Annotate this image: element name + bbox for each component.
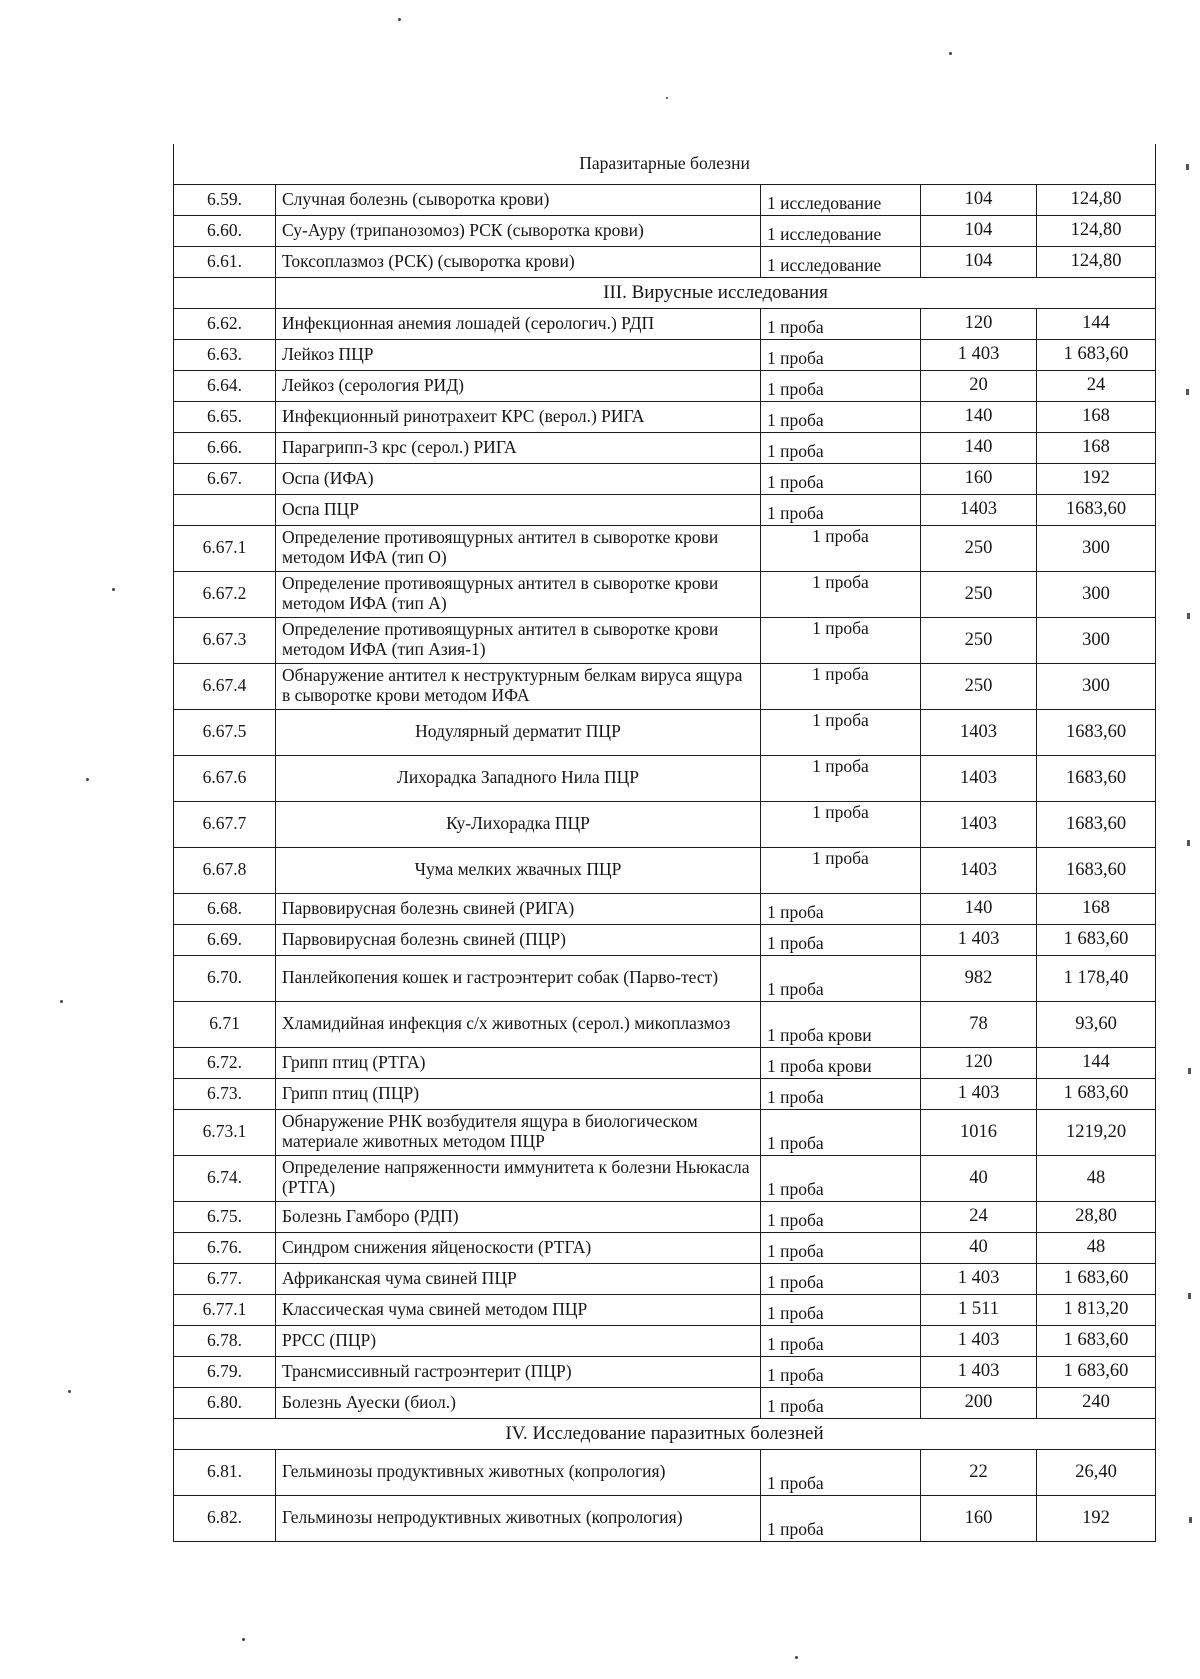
row-number: 6.75. <box>174 1201 276 1232</box>
table-row <box>174 1078 1156 1109</box>
row-number: 6.72. <box>174 1047 276 1078</box>
edge-mark <box>1188 1068 1191 1074</box>
price-with-vat: 300 <box>1037 525 1156 571</box>
price-without-vat: 104 <box>921 215 1037 246</box>
scan-speck <box>949 52 952 55</box>
unit-of-measure: 1 проба <box>761 370 921 401</box>
table-row <box>174 801 1156 847</box>
row-number: 6.68. <box>174 893 276 924</box>
price-with-vat: 240 <box>1037 1387 1156 1418</box>
service-name: Определение противоящурных антител в сыворотке крови методом ИФА (тип А) <box>276 571 761 617</box>
table-row <box>174 1201 1156 1232</box>
table-row <box>174 1155 1156 1201</box>
table-row <box>174 308 1156 339</box>
unit-of-measure: 1 проба <box>761 893 921 924</box>
unit-of-measure: 1 проба <box>761 955 921 1001</box>
price-with-vat: 1683,60 <box>1037 801 1156 847</box>
section-number-cell <box>174 277 276 308</box>
table-row <box>174 1387 1156 1418</box>
table-row <box>174 571 1156 617</box>
price-with-vat: 1 683,60 <box>1037 1078 1156 1109</box>
section-title-viral: III. Вирусные исследования <box>276 277 1156 308</box>
table-row <box>174 1001 1156 1047</box>
table-row <box>174 1449 1156 1495</box>
section-title-parasitic: Паразитарные болезни <box>174 144 1156 184</box>
price-without-vat: 40 <box>921 1232 1037 1263</box>
row-number: 6.66. <box>174 432 276 463</box>
price-table-body <box>174 1449 1156 1541</box>
row-number: 6.77. <box>174 1263 276 1294</box>
price-without-vat: 1 403 <box>921 1263 1037 1294</box>
price-with-vat: 124,80 <box>1037 246 1156 277</box>
section-header-row <box>174 1418 1156 1449</box>
price-with-vat: 144 <box>1037 308 1156 339</box>
edge-mark <box>1187 840 1190 846</box>
table-row <box>174 663 1156 709</box>
price-table-body <box>174 144 1156 277</box>
unit-of-measure: 1 проба <box>761 1109 921 1155</box>
service-name: Определение противоящурных антител в сыворотке крови методом ИФА (тип Азия-1) <box>276 617 761 663</box>
price-with-vat: 124,80 <box>1037 215 1156 246</box>
price-without-vat: 1 403 <box>921 1356 1037 1387</box>
scan-speck <box>666 97 668 99</box>
service-name: Трансмиссивный гастроэнтерит (ПЦР) <box>276 1356 761 1387</box>
service-name: Нодулярный дерматит ПЦР <box>276 709 761 755</box>
service-name: Гельминозы непродуктивных животных (копрология) <box>276 1495 761 1541</box>
unit-of-measure: 1 проба <box>761 1263 921 1294</box>
service-name: Токсоплазмоз (РСК) (сыворотка крови) <box>276 246 761 277</box>
unit-of-measure: 1 проба <box>761 494 921 525</box>
price-without-vat: 200 <box>921 1387 1037 1418</box>
price-without-vat: 1403 <box>921 709 1037 755</box>
price-with-vat: 192 <box>1037 1495 1156 1541</box>
service-name: Лейкоз ПЦР <box>276 339 761 370</box>
table-row <box>174 709 1156 755</box>
service-name: Оспа (ИФА) <box>276 463 761 494</box>
unit-of-measure: 1 проба крови <box>761 1047 921 1078</box>
row-number: 6.70. <box>174 955 276 1001</box>
unit-of-measure: 1 проба <box>761 1325 921 1356</box>
unit-of-measure: 1 проба <box>761 571 921 617</box>
row-number: 6.67.3 <box>174 617 276 663</box>
service-name: Случная болезнь (сыворотка крови) <box>276 184 761 215</box>
scan-speck <box>86 778 89 781</box>
price-with-vat: 26,40 <box>1037 1449 1156 1495</box>
row-number: 6.73. <box>174 1078 276 1109</box>
price-with-vat: 1 683,60 <box>1037 1325 1156 1356</box>
price-without-vat: 40 <box>921 1155 1037 1201</box>
row-number: 6.71 <box>174 1001 276 1047</box>
table-row <box>174 955 1156 1001</box>
row-number: 6.82. <box>174 1495 276 1541</box>
price-without-vat: 160 <box>921 1495 1037 1541</box>
table-row <box>174 463 1156 494</box>
service-name: Определение напряженности иммунитета к болезни Ньюкасла (РТГА) <box>276 1155 761 1201</box>
price-without-vat: 1 511 <box>921 1294 1037 1325</box>
price-without-vat: 78 <box>921 1001 1037 1047</box>
price-without-vat: 160 <box>921 463 1037 494</box>
price-with-vat: 1 683,60 <box>1037 1263 1156 1294</box>
service-name: Инфекционная анемия лошадей (серологич.) РДП <box>276 308 761 339</box>
service-name: Парагрипп-3 крс (серол.) РИГА <box>276 432 761 463</box>
service-name: Определение противоящурных антител в сыворотке крови методом ИФА (тип О) <box>276 525 761 571</box>
scan-speck <box>68 1390 71 1393</box>
row-number: 6.63. <box>174 339 276 370</box>
price-without-vat: 1 403 <box>921 1325 1037 1356</box>
unit-of-measure: 1 проба <box>761 1495 921 1541</box>
edge-mark <box>1186 164 1189 170</box>
service-name: Грипп птиц (ПЦР) <box>276 1078 761 1109</box>
table-row <box>174 847 1156 893</box>
price-table-body <box>174 308 1156 1418</box>
table-row <box>174 370 1156 401</box>
service-name: Ку-Лихорадка ПЦР <box>276 801 761 847</box>
price-with-vat: 1 683,60 <box>1037 924 1156 955</box>
table-row <box>174 401 1156 432</box>
unit-of-measure: 1 исследование <box>761 246 921 277</box>
row-number: 6.67.4 <box>174 663 276 709</box>
table-row <box>174 755 1156 801</box>
section-header-row <box>174 144 1156 184</box>
service-name: Лейкоз (серология РИД) <box>276 370 761 401</box>
unit-of-measure: 1 исследование <box>761 215 921 246</box>
service-name: Грипп птиц (РТГА) <box>276 1047 761 1078</box>
service-name: Панлейкопения кошек и гастроэнтерит собак (Парво-тест) <box>276 955 761 1001</box>
price-with-vat: 1 683,60 <box>1037 1356 1156 1387</box>
table-row <box>174 494 1156 525</box>
scan-speck <box>112 588 115 591</box>
unit-of-measure: 1 проба <box>761 617 921 663</box>
table-row <box>174 1047 1156 1078</box>
price-without-vat: 250 <box>921 663 1037 709</box>
row-number: 6.74. <box>174 1155 276 1201</box>
service-name: Оспа ПЦР <box>276 494 761 525</box>
row-number: 6.76. <box>174 1232 276 1263</box>
price-with-vat: 1683,60 <box>1037 494 1156 525</box>
unit-of-measure: 1 проба <box>761 1201 921 1232</box>
row-number: 6.79. <box>174 1356 276 1387</box>
service-name: Классическая чума свиней методом ПЦР <box>276 1294 761 1325</box>
unit-of-measure: 1 проба <box>761 1232 921 1263</box>
row-number: 6.60. <box>174 215 276 246</box>
table-row <box>174 1325 1156 1356</box>
price-without-vat: 120 <box>921 1047 1037 1078</box>
scan-speck <box>60 1000 63 1003</box>
price-with-vat: 28,80 <box>1037 1201 1156 1232</box>
unit-of-measure: 1 проба <box>761 308 921 339</box>
price-with-vat: 24 <box>1037 370 1156 401</box>
row-number: 6.64. <box>174 370 276 401</box>
service-name: Синдром снижения яйценоскости (РТГА) <box>276 1232 761 1263</box>
price-with-vat: 1 683,60 <box>1037 339 1156 370</box>
price-without-vat: 1016 <box>921 1109 1037 1155</box>
service-name: Болезнь Ауески (биол.) <box>276 1387 761 1418</box>
row-number: 6.65. <box>174 401 276 432</box>
service-name: Гельминозы продуктивных животных (копрология) <box>276 1449 761 1495</box>
unit-of-measure: 1 проба <box>761 339 921 370</box>
price-without-vat: 250 <box>921 571 1037 617</box>
row-number: 6.67.6 <box>174 755 276 801</box>
price-without-vat: 1403 <box>921 801 1037 847</box>
row-number: 6.81. <box>174 1449 276 1495</box>
unit-of-measure: 1 проба <box>761 1449 921 1495</box>
price-without-vat: 140 <box>921 893 1037 924</box>
price-without-vat: 250 <box>921 617 1037 663</box>
scan-speck <box>398 18 401 21</box>
service-name: Африканская чума свиней ПЦР <box>276 1263 761 1294</box>
row-number: 6.61. <box>174 246 276 277</box>
unit-of-measure: 1 проба <box>761 1294 921 1325</box>
unit-of-measure: 1 проба <box>761 924 921 955</box>
unit-of-measure: 1 проба <box>761 709 921 755</box>
service-name: РРСС (ПЦР) <box>276 1325 761 1356</box>
service-name: Парвовирусная болезнь свиней (РИГА) <box>276 893 761 924</box>
unit-of-measure: 1 проба <box>761 801 921 847</box>
price-without-vat: 1 403 <box>921 339 1037 370</box>
price-without-vat: 20 <box>921 370 1037 401</box>
price-with-vat: 1683,60 <box>1037 755 1156 801</box>
table-row <box>174 924 1156 955</box>
unit-of-measure: 1 проба <box>761 401 921 432</box>
price-without-vat: 22 <box>921 1449 1037 1495</box>
price-with-vat: 300 <box>1037 571 1156 617</box>
table-row <box>174 1495 1156 1541</box>
table-row <box>174 432 1156 463</box>
unit-of-measure: 1 проба <box>761 1155 921 1201</box>
unit-of-measure: 1 проба <box>761 755 921 801</box>
price-without-vat: 1 403 <box>921 924 1037 955</box>
price-without-vat: 1403 <box>921 847 1037 893</box>
price-with-vat: 300 <box>1037 663 1156 709</box>
service-name: Обнаружение РНК возбудителя ящура в биологическом материале животных методом ПЦР <box>276 1109 761 1155</box>
row-number: 6.80. <box>174 1387 276 1418</box>
price-with-vat: 48 <box>1037 1155 1156 1201</box>
price-without-vat: 104 <box>921 246 1037 277</box>
unit-of-measure: 1 проба <box>761 1387 921 1418</box>
row-number: 6.67.5 <box>174 709 276 755</box>
price-with-vat: 1683,60 <box>1037 847 1156 893</box>
price-without-vat: 140 <box>921 401 1037 432</box>
service-name: Болезнь Гамборо (РДП) <box>276 1201 761 1232</box>
price-with-vat: 168 <box>1037 401 1156 432</box>
unit-of-measure: 1 проба <box>761 525 921 571</box>
section-header-row <box>174 277 1156 308</box>
row-number <box>174 494 276 525</box>
service-name: Су-Ауру (трипанозомоз) РСК (сыворотка крови) <box>276 215 761 246</box>
section-title-parasite-research: IV. Исследование паразитных болезней <box>174 1418 1156 1449</box>
price-with-vat: 168 <box>1037 893 1156 924</box>
unit-of-measure: 1 проба <box>761 1078 921 1109</box>
unit-of-measure: 1 проба крови <box>761 1001 921 1047</box>
row-number: 6.78. <box>174 1325 276 1356</box>
edge-mark <box>1187 613 1190 619</box>
service-name: Парвовирусная болезнь свиней (ПЦР) <box>276 924 761 955</box>
price-without-vat: 982 <box>921 955 1037 1001</box>
price-with-vat: 300 <box>1037 617 1156 663</box>
price-with-vat: 48 <box>1037 1232 1156 1263</box>
table-row <box>174 339 1156 370</box>
row-number: 6.67.8 <box>174 847 276 893</box>
table-row <box>174 617 1156 663</box>
row-number: 6.67.2 <box>174 571 276 617</box>
price-without-vat: 24 <box>921 1201 1037 1232</box>
unit-of-measure: 1 исследование <box>761 184 921 215</box>
price-table-body <box>174 1418 1156 1449</box>
table-row <box>174 246 1156 277</box>
row-number: 6.77.1 <box>174 1294 276 1325</box>
table-row <box>174 1109 1156 1155</box>
price-with-vat: 1683,60 <box>1037 709 1156 755</box>
table-row <box>174 525 1156 571</box>
price-with-vat: 124,80 <box>1037 184 1156 215</box>
unit-of-measure: 1 проба <box>761 432 921 463</box>
service-name: Чума мелких жвачных ПЦР <box>276 847 761 893</box>
row-number: 6.67.7 <box>174 801 276 847</box>
table-row <box>174 215 1156 246</box>
unit-of-measure: 1 проба <box>761 463 921 494</box>
price-table <box>173 144 1156 1542</box>
service-name: Инфекционный ринотрахеит КРС (верол.) РИГА <box>276 401 761 432</box>
scan-speck <box>242 1638 245 1641</box>
price-without-vat: 140 <box>921 432 1037 463</box>
unit-of-measure: 1 проба <box>761 847 921 893</box>
service-name: Обнаружение антител к неструктурным белкам вируса ящура в сыворотке крови методом ИФА <box>276 663 761 709</box>
price-with-vat: 144 <box>1037 1047 1156 1078</box>
row-number: 6.69. <box>174 924 276 955</box>
table-row <box>174 1294 1156 1325</box>
price-without-vat: 120 <box>921 308 1037 339</box>
row-number: 6.62. <box>174 308 276 339</box>
price-with-vat: 93,60 <box>1037 1001 1156 1047</box>
price-without-vat: 1403 <box>921 755 1037 801</box>
unit-of-measure: 1 проба <box>761 1356 921 1387</box>
row-number: 6.59. <box>174 184 276 215</box>
unit-of-measure: 1 проба <box>761 663 921 709</box>
price-with-vat: 168 <box>1037 432 1156 463</box>
row-number: 6.67.1 <box>174 525 276 571</box>
row-number: 6.67. <box>174 463 276 494</box>
service-name: Лихорадка Западного Нила ПЦР <box>276 755 761 801</box>
price-without-vat: 104 <box>921 184 1037 215</box>
row-number: 6.73.1 <box>174 1109 276 1155</box>
price-with-vat: 192 <box>1037 463 1156 494</box>
edge-mark <box>1189 1517 1192 1523</box>
scan-speck <box>795 1656 798 1659</box>
price-with-vat: 1 178,40 <box>1037 955 1156 1001</box>
price-with-vat: 1 813,20 <box>1037 1294 1156 1325</box>
table-row <box>174 1263 1156 1294</box>
table-row <box>174 893 1156 924</box>
service-name: Хламидийная инфекция с/х животных (серол.) микоплазмоз <box>276 1001 761 1047</box>
table-row <box>174 1356 1156 1387</box>
price-without-vat: 1 403 <box>921 1078 1037 1109</box>
edge-mark <box>1188 1293 1191 1299</box>
price-without-vat: 1403 <box>921 494 1037 525</box>
price-with-vat: 1219,20 <box>1037 1109 1156 1155</box>
price-without-vat: 250 <box>921 525 1037 571</box>
table-row <box>174 184 1156 215</box>
edge-mark <box>1186 389 1189 395</box>
table-row <box>174 1232 1156 1263</box>
price-table-body <box>174 277 1156 308</box>
